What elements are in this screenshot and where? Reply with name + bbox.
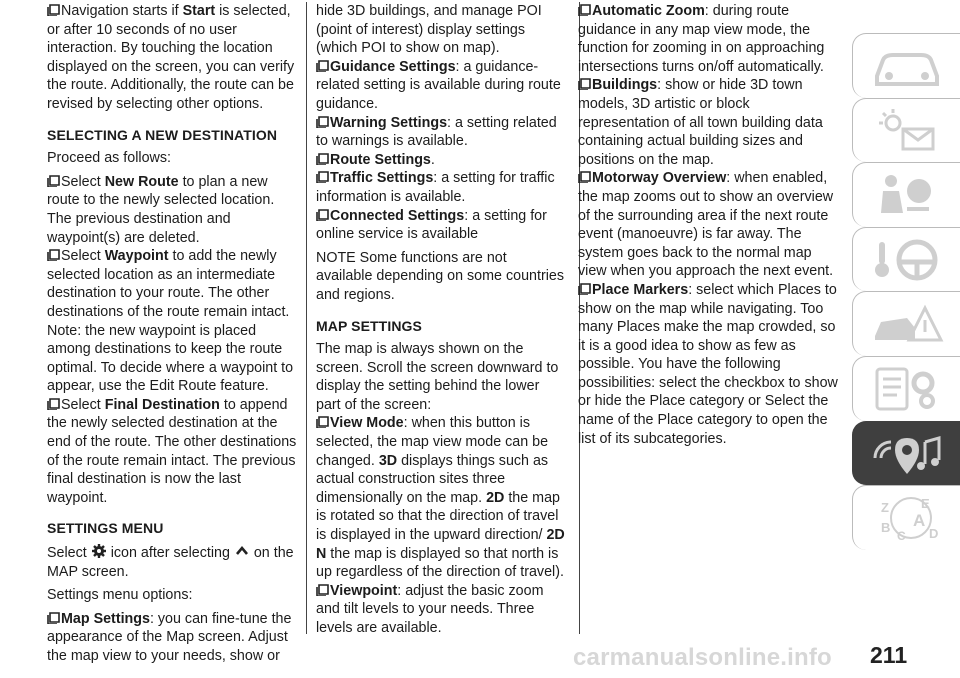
bullet-route-settings: Route Settings. [316, 151, 566, 170]
checkbox-bullet-icon [47, 175, 60, 187]
bullet-new-route: Select New Route to plan a new route to the newly selected location. The previous destination and waypoint(s) are deleted. [47, 173, 275, 246]
bullet-automatic-zoom: Automatic Zoom: during route guidance in any map view mode, the function for zooming in on approaching intersections turns on/off automatically. [578, 3, 825, 75]
bullet-waypoint: Select Waypoint to add the newly selected location as an intermediate destination to your route. The other destinations of the route remain intact. Note: the new waypoint is placed among destinations to keep the route optimal. To decide where a waypoint to appear, use the Edit Route feature. [47, 248, 294, 395]
map-intro: The map is always shown on the screen. Scroll the screen downward to display the setting behind the lower part of the screen: [316, 341, 559, 413]
svg-text:Z: Z [881, 500, 889, 516]
svg-text:B: B [881, 520, 891, 536]
heading-settings-menu: SETTINGS MENU [47, 520, 164, 537]
checkbox-bullet-icon [47, 4, 60, 16]
proceed-text: Proceed as follows: [47, 150, 171, 167]
column-divider [306, 2, 307, 634]
svg-text:C: C [897, 529, 906, 543]
map-settings-continued: hide 3D buildings, and manage POI (point of interest) display settings (which POI to show on map). [316, 3, 542, 57]
bullet-connected-settings: Connected Settings: a setting for online service is available [316, 207, 547, 243]
maintenance-gears-icon [867, 365, 947, 413]
bullet-buildings: Buildings: show or hide 3D town models, 3D artistic or block representation of all town building data containing actual building sizes and positions on the map. [578, 77, 823, 168]
column-2 [316, 0, 566, 638]
bullet-view-mode: View Mode: when this button is selected, the map view mode can be changed. 3D displays things such as actual construction sites three dimensionally on the map. 2D the map is rotated so that the direction of travel is displayed in the upward direction/ 2D N the map is displayed so that north is up regardless of the direction of travel). [316, 415, 565, 581]
seat-belt-airbag-icon [867, 171, 947, 219]
intro-paragraph: Navigation starts if Start is selected, or after 10 seconds of no user interaction. By touching the location displayed on the screen, you can verify the route. Additionally, the route can be revised by selecting other options. [47, 3, 295, 112]
tab-index[interactable] [852, 485, 960, 550]
svg-text:D: D [929, 526, 939, 542]
checkbox-bullet-icon [316, 584, 329, 596]
tab-emergency[interactable] [852, 291, 960, 356]
tab-starting-driving[interactable] [852, 227, 960, 292]
checkbox-bullet-icon [316, 209, 329, 221]
bullet-guidance-settings: Guidance Settings: a guidance-related setting is available during route guidance. [316, 58, 561, 112]
bullet-traffic-settings: Traffic Settings: a setting for traffic information is available. [316, 170, 555, 205]
checkbox-bullet-icon [316, 116, 329, 128]
checkbox-bullet-icon [578, 283, 591, 295]
checkbox-bullet-icon [316, 153, 329, 165]
chapter-tabs [852, 33, 960, 550]
chevron-up-icon [234, 543, 250, 559]
checkbox-bullet-icon [47, 398, 60, 410]
heading-new-destination: SELECTING A NEW DESTINATION [47, 126, 278, 143]
column-3 [578, 0, 838, 448]
tab-servicing[interactable] [852, 356, 960, 421]
bullet-final-destination: Select Final Destination to append the newly selected destination at the end of the route. The other destinations of the route remain intact. The previous final destination is now the last waypoint. [47, 396, 297, 506]
checkbox-bullet-icon [47, 249, 60, 261]
heading-map-settings: MAP SETTINGS [316, 317, 422, 334]
svg-text:E: E [921, 496, 930, 512]
tab-safety[interactable] [852, 162, 960, 227]
tab-dashboard[interactable] [852, 98, 960, 163]
column-1 [47, 0, 297, 666]
checkbox-bullet-icon [316, 171, 329, 183]
checkbox-bullet-icon [47, 612, 60, 624]
bullet-viewpoint: Viewpoint: adjust the basic zoom and tilt levels to your needs. Three levels are available. [316, 582, 544, 636]
checkbox-bullet-icon [316, 60, 329, 72]
settings-instruction: Select icon after selecting on the MAP screen. [47, 545, 294, 580]
note-text: NOTE Some functions are not available depending on some countries and regions. [316, 249, 564, 303]
settings-gear-icon [91, 543, 107, 559]
bullet-map-settings: Map Settings: you can fine-tune the appearance of the Map screen. Adjust the map view to your needs, show or [47, 610, 292, 664]
tab-knowing-car[interactable] [852, 33, 960, 98]
tab-multimedia[interactable] [852, 421, 960, 486]
checkbox-bullet-icon [316, 416, 329, 428]
breakdown-icon [867, 300, 947, 348]
options-intro: Settings menu options: [47, 587, 193, 604]
car-dashboard-icon [867, 42, 947, 90]
steering-wheel-key-icon [867, 236, 947, 284]
alphabetical-index-icon [867, 494, 947, 542]
multimedia-navigation-icon [867, 430, 947, 478]
bullet-motorway-overview: Motorway Overview: when enabled, the map zooms out to show an overview of the surrounding area if the next route event (manoeuvre) is far away. The system goes back to the normal map view when you approach the next event. [578, 170, 834, 280]
bullet-warning-settings: Warning Settings: a setting related to warnings is available. [316, 114, 557, 150]
warning-lights-icon [867, 107, 947, 155]
bullet-place-markers: Place Markers: select which Places to show on the map while navigating. Too many Places make the map crowded, so it is a good idea to show as few as possible. You have the following possibilities: select the checkbox to show or hide the Place category or Select the name of the Place category to open the list of its subcategories. [578, 281, 838, 447]
svg-text:A: A [913, 511, 926, 531]
checkbox-bullet-icon [578, 171, 591, 183]
page-number: 211 [870, 642, 908, 668]
checkbox-bullet-icon [578, 78, 591, 90]
checkbox-bullet-icon [578, 4, 591, 16]
watermark: carmanualsonline.info [573, 644, 832, 671]
